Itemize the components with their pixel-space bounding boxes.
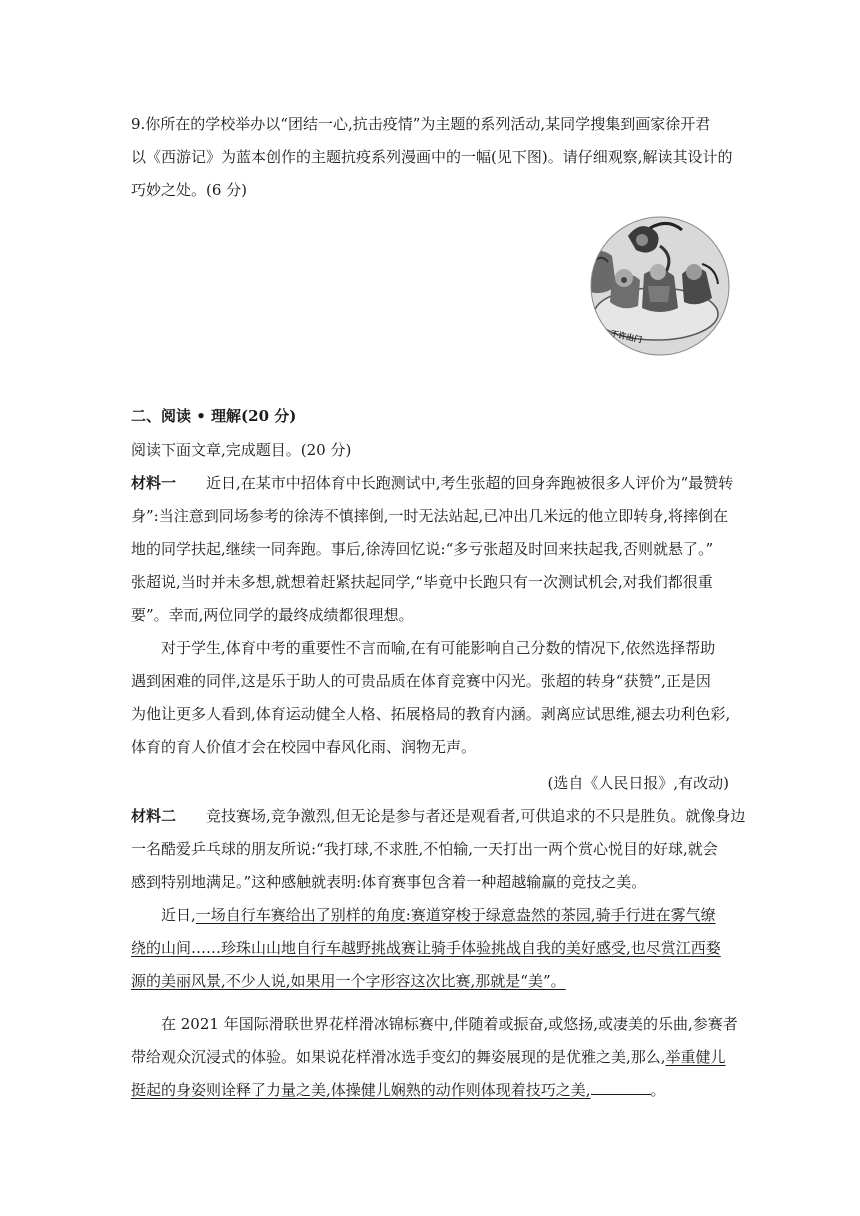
material-2-p3-line-3: [131, 1080, 666, 1100]
material-2-p3-line-1: 在 2021 年国际滑联世界花样滑冰锦标赛中,伴随着或振奋,或悠扬,或凄美的乐曲,参赛者: [161, 1015, 738, 1033]
material-2-line-2: 一名酷爱乒乓球的朋友所说:“我打球,不求胜,不怕输,一天打出一两个赏心悦目的好球,就会: [131, 840, 718, 858]
material-2-line-1: [131, 806, 745, 826]
material-2-p2-underlined-1: 一场自行车赛给出了别样的角度:赛道穿梭于绿意盎然的茶园,骑手行进在雾气缭: [195, 906, 716, 924]
material-1-source: (选自《人民日报》,有改动): [547, 774, 729, 792]
material-2-p2-line-1: [161, 905, 716, 925]
question-9-line-3: 巧妙之处。(6 分): [131, 181, 248, 199]
material-1-line-2: 身”:当注意到同场参考的徐涛不慎摔倒,一时无法站起,已冲出几米远的他立即转身,将摔倒在: [131, 507, 729, 525]
question-9-line-2: 以《西游记》为蓝本创作的主题抗疫系列漫画中的一幅(见下图)。请仔细观察,解读其设计的: [131, 148, 733, 166]
material-1-line-5: 要”。幸而,两位同学的最终成绩都很理想。: [131, 606, 414, 624]
material-2-p3-underlined-start: 举重健儿: [665, 1048, 726, 1066]
anti-epidemic-cartoon-image: [590, 216, 730, 356]
material-2-line-3: 感到特别地满足。”这种感触就表明:体育赛事包含着一种超越输赢的竞技之美。: [131, 873, 647, 891]
material-1-p2-line-2: 遇到困难的同伴,这是乐于助人的可贵品质在体育竞赛中闪光。张超的转身“获赞”,正是因: [131, 672, 711, 690]
material-1-line-3: 地的同学扶起,继续一同奔跑。事后,徐涛回忆说:“多亏张超及时回来扶起我,否则就悬了。”: [131, 540, 714, 558]
material-1-line-4: 张超说,当时并未多想,就想着赶紧扶起同学,“毕竟中长跑只有一次测试机会,对我们都很重: [131, 573, 713, 591]
material-1-p2-line-3: 为他让更多人看到,体育运动健全人格、拓展格局的教育内涵。剥离应试思维,褪去功利色彩,: [131, 705, 731, 723]
cartoon-caption: 不许出门: [609, 329, 643, 345]
material-1-p1-text-1: 近日,在某市中招体育中长跑测试中,考生张超的回身奔跑被很多人评价为“最赞转: [206, 474, 734, 492]
material-2-label: 材料二: [131, 807, 177, 825]
material-2-p3-line-2: [131, 1047, 726, 1067]
section-2-heading: 二、阅读 • 理解(20 分): [131, 407, 297, 425]
material-1-label: 材料一: [131, 474, 177, 492]
answer-blank[interactable]: [591, 1080, 651, 1095]
material-1-p2-line-4: 体育的育人价值才会在校园中春风化雨、润物无声。: [131, 738, 477, 756]
question-9-line-1: 9.你所在的学校举办以“团结一心,抗击疫情”为主题的系列活动,某同学搜集到画家徐开君: [131, 115, 711, 133]
material-2-p2-start: 近日,: [161, 906, 196, 924]
material-2-p2-line-3: 源的美丽风景,不少人说,如果用一个字形容这次比赛,那就是“美”。: [131, 972, 566, 990]
material-2-p1-text-1: 竞技赛场,竞争激烈,但无论是参与者还是观看者,可供追求的不只是胜负。就像身边: [206, 807, 746, 825]
material-2-p3-period: 。: [650, 1081, 666, 1099]
material-2-p3-underlined-end: 挺起的身姿则诠释了力量之美,体操健儿娴熟的动作则体现着技巧之美,: [131, 1081, 591, 1099]
material-1-p2-line-1: 对于学生,体育中考的重要性不言而喻,在有可能影响自己分数的情况下,依然选择帮助: [161, 639, 716, 657]
material-1-line-1: [131, 473, 733, 493]
material-2-p3-text: 带给观众沉浸式的体验。如果说花样滑冰选手变幻的舞姿展现的是优雅之美,那么,: [131, 1048, 666, 1066]
section-2-instruction: 阅读下面文章,完成题目。(20 分): [131, 441, 352, 459]
material-2-p2-line-2: 绕的山间……珍珠山山地自行车越野挑战赛让骑手体验挑战自我的美好感受,也尽赏江西婺: [131, 939, 721, 957]
